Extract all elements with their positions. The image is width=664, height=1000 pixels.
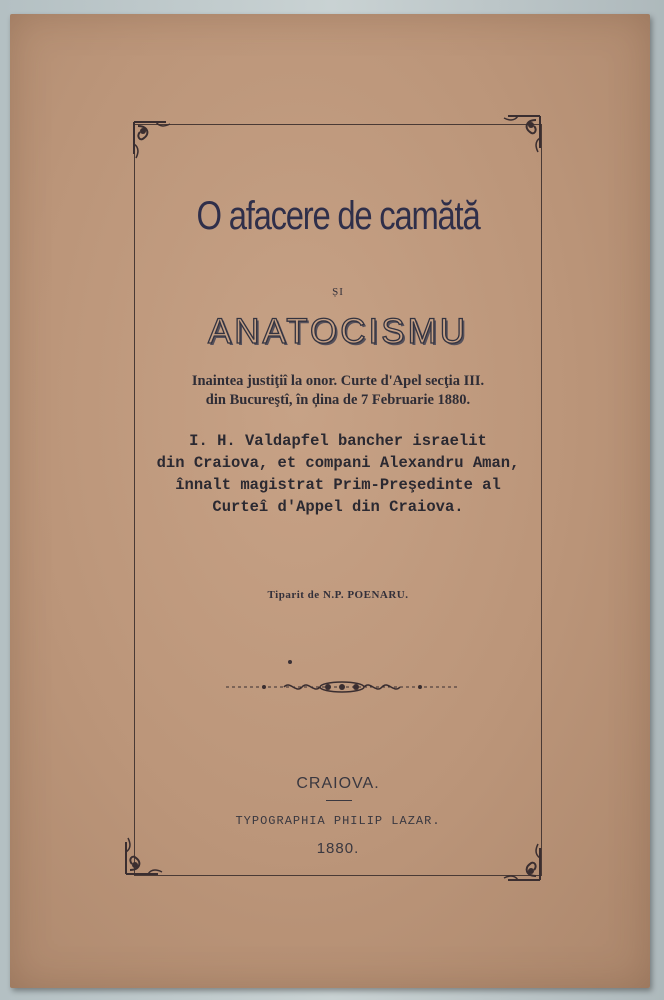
document-title: O afacere de camătă bbox=[196, 194, 480, 238]
parties-line: înnalt magistrat Prim-Preşedinte al bbox=[175, 476, 501, 494]
court-line: din Bucureştî, în ḑina de 7 Februarie 1880. bbox=[205, 392, 471, 408]
ornament-dot bbox=[288, 660, 292, 664]
imprint-city: CRAIOVA. bbox=[296, 775, 380, 792]
printer-prefix: Tiparit de bbox=[267, 589, 320, 601]
imprint-press: TYPOGRAPHIA PHILIP LAZAR. bbox=[235, 814, 441, 828]
parties-line: din Craiova, et compani Alexandru Aman, bbox=[156, 454, 520, 472]
corner-ornament-top-left-icon bbox=[126, 114, 178, 166]
printer-name: N.P. POENARU. bbox=[322, 589, 409, 601]
divider-ornament-icon bbox=[224, 676, 460, 698]
imprint-rule bbox=[326, 800, 352, 801]
printer-credit bbox=[134, 589, 542, 601]
court-description bbox=[134, 372, 542, 410]
corner-ornament-top-right-icon bbox=[496, 108, 548, 160]
court-line: Inaintea justiţiî la onor. Curte d'Apel secţia III. bbox=[191, 373, 485, 389]
parties-line: I. H. Valdapfel bancher israelit bbox=[189, 432, 487, 450]
title-conjunction: ȘI bbox=[332, 286, 344, 298]
document-subject: ANATOCISMU bbox=[207, 312, 469, 351]
imprint-year: 1880. bbox=[316, 840, 360, 857]
parties-description bbox=[134, 430, 542, 518]
parties-line: Curteî d'Appel din Craiova. bbox=[212, 498, 464, 516]
